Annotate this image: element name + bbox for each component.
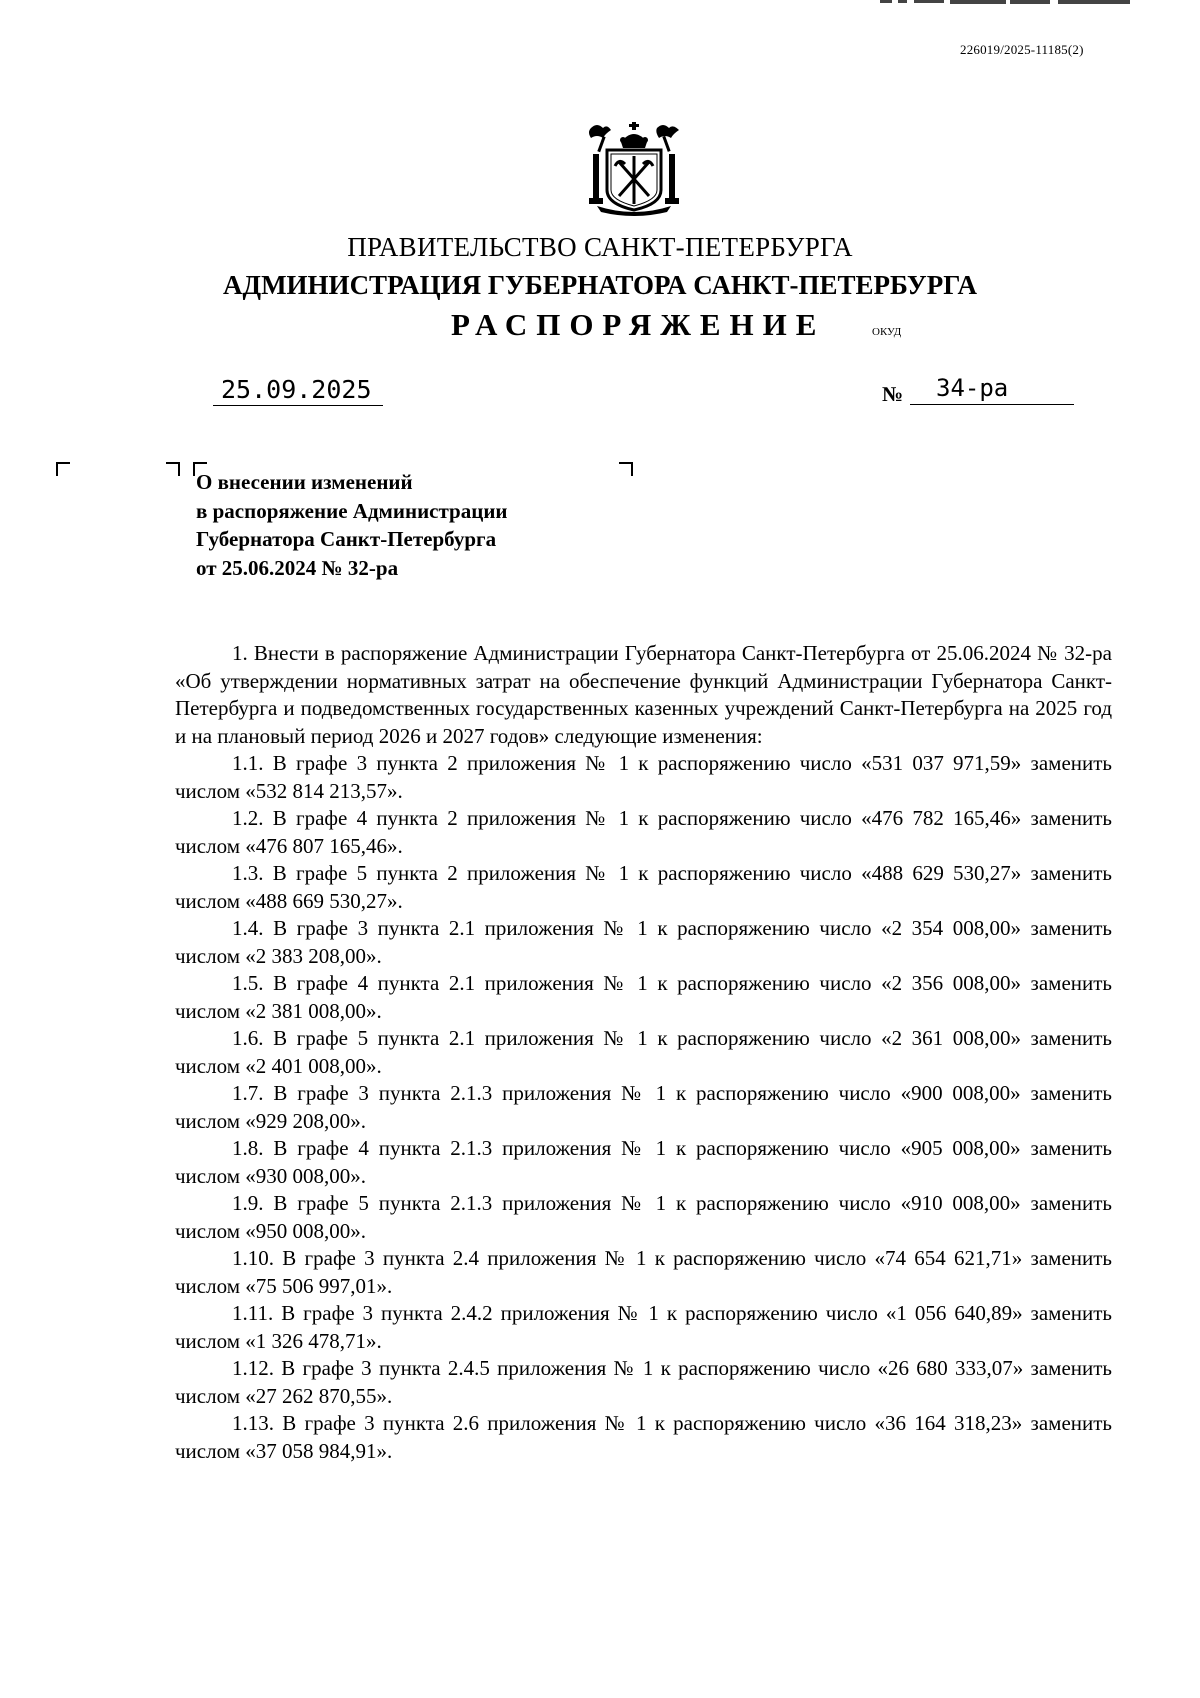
paragraph-item: 1.5. В графе 4 пункта 2.1 приложения № 1 к распоряжению число «2 356 008,00» заменить числом «2 381 008,00». [175,971,1112,1023]
coat-of-arms-icon [583,120,685,216]
document-number: 34-ра [936,374,1009,402]
document-date: 25.09.2025 [221,375,372,404]
registration-number: 226019/2025-11185(2) [960,42,1084,57]
corner-bracket-left [56,462,70,476]
paragraph-item: 1.1. В графе 3 пункта 2 приложения № 1 к распоряжению число «531 037 971,59» заменить числом «532 814 213,57». [175,751,1112,803]
subject-line: Губернатора Санкт-Петербурга [196,527,497,551]
paragraph-item: 1.11. В графе 3 пункта 2.4.2 приложения № 1 к распоряжению число «1 056 640,89» заменить числом «1 326 478,71». [175,1301,1112,1353]
paragraph-item: 1.2. В графе 4 пункта 2 приложения № 1 к распоряжению число «476 782 165,46» заменить числом «476 807 165,46». [175,806,1112,858]
okud-label: ОКУД [872,326,902,338]
corner-bracket-subject-left-close [166,462,180,476]
paragraph-item: 1.9. В графе 5 пункта 2.1.3 приложения № 1 к распоряжению число «910 008,00» заменить числом «950 008,00». [175,1191,1112,1243]
paragraph-item: 1.13. В графе 3 пункта 2.6 приложения № 1 к распоряжению число «36 164 318,23» заменить числом «37 058 984,91». [175,1411,1112,1463]
document-body [175,640,1112,1465]
paragraph-item: 1.10. В графе 3 пункта 2.4 приложения № 1 к распоряжению число «74 654 621,71» заменить числом «75 506 997,01». [175,1246,1112,1298]
paragraph-item: 1.4. В графе 3 пункта 2.1 приложения № 1 к распоряжению число «2 354 008,00» заменить числом «2 383 208,00». [175,916,1112,968]
subject-line: в распоряжение Администрации [196,498,508,523]
date-underline [213,405,383,406]
subject-line: О внесении изменений [196,470,413,494]
paragraph-item: 1.8. В графе 4 пункта 2.1.3 приложения № 1 к распоряжению число «905 008,00» заменить числом «930 008,00». [175,1136,1112,1188]
paragraph-item: 1.7. В графе 3 пункта 2.1.3 приложения № 1 к распоряжению число «900 008,00» заменить числом «929 208,00». [175,1081,1112,1133]
paragraph-item: 1.12. В графе 3 пункта 2.4.5 приложения № 1 к распоряжению число «26 680 333,07» заменить числом «27 262 870,55». [175,1356,1112,1408]
scan-artifact [880,0,1140,6]
number-underline [910,404,1074,405]
subject-line: от 25.06.2024 № 32-ра [196,555,399,580]
government-title: ПРАВИТЕЛЬСТВО САНКТ-ПЕТЕРБУРГА [347,232,853,262]
administration-title: АДМИНИСТРАЦИЯ ГУБЕРНАТОРА САНКТ-ПЕТЕРБУРГА [223,270,977,300]
number-sign: № [882,382,904,406]
paragraph-item: 1.6. В графе 5 пункта 2.1 приложения № 1 к распоряжению число «2 361 008,00» заменить числом «2 401 008,00». [175,1026,1112,1078]
paragraph-item: 1.3. В графе 5 пункта 2 приложения № 1 к распоряжению число «488 629 530,27» заменить числом «488 669 530,27». [175,861,1112,913]
document-subject [196,468,656,582]
paragraph-intro: 1. Внести в распоряжение Администрации Губернатора Санкт-Петербурга от 25.06.2024 № 32-ра «Об утверждении нормативных затрат на обеспечение функций Администрации Губернатора Санкт-Петербурга и подведомственных государственных казенных учреждений Санкт-Петербурга на 2025 год и на плановый период 2026 и 2027 годов» следующие изменения: [175,641,1112,748]
document-type-title: РАСПОРЯЖЕНИЕ [451,307,826,342]
